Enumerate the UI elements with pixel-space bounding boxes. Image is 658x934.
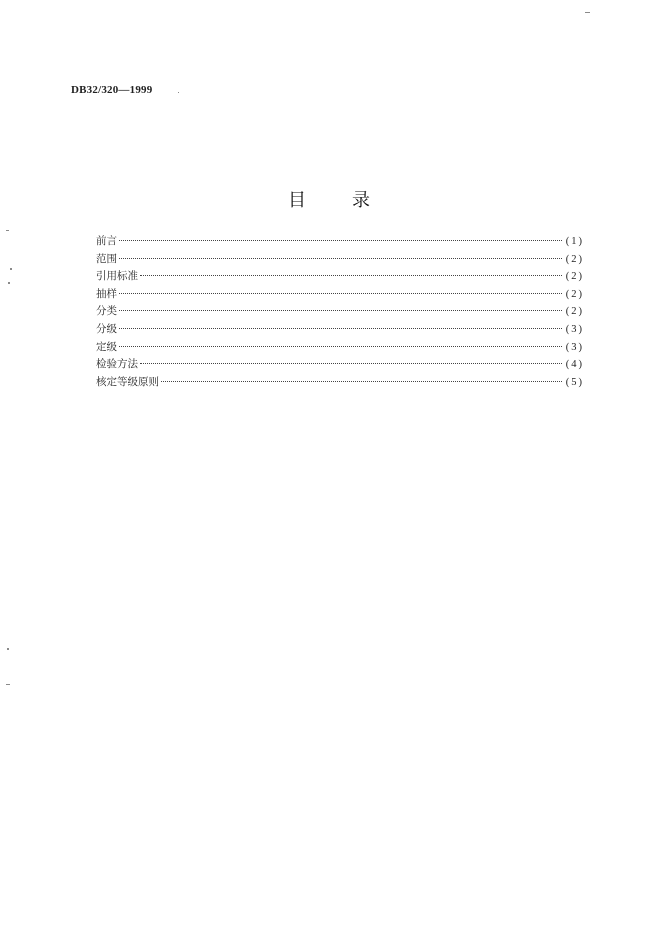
scan-speck bbox=[10, 268, 12, 270]
document-code: DB32/320—1999 bbox=[71, 84, 153, 96]
dot-leader bbox=[119, 258, 562, 259]
toc-entry bbox=[96, 286, 584, 304]
toc-entry-page: (2) bbox=[565, 271, 584, 283]
toc-entry-page: (3) bbox=[565, 323, 584, 335]
scan-speck bbox=[8, 282, 10, 284]
page-title: 目录 bbox=[288, 190, 416, 211]
toc-entry-label: 检验方法 bbox=[96, 358, 138, 371]
toc-entry-label: 分类 bbox=[96, 305, 117, 318]
table-of-contents bbox=[96, 233, 584, 391]
toc-entry-page: (5) bbox=[565, 376, 584, 388]
scan-speck bbox=[6, 684, 10, 685]
toc-entry bbox=[96, 321, 584, 339]
toc-entry-label: 范围 bbox=[96, 252, 117, 265]
toc-entry bbox=[96, 268, 584, 286]
scan-speck bbox=[178, 92, 179, 93]
dot-leader bbox=[161, 381, 562, 382]
toc-entry bbox=[96, 303, 584, 321]
scan-speck bbox=[7, 648, 9, 650]
toc-entry-page: (2) bbox=[565, 253, 584, 265]
toc-entry-page: (3) bbox=[565, 341, 584, 353]
toc-entry-label: 引用标准 bbox=[96, 270, 138, 283]
toc-entry bbox=[96, 251, 584, 269]
toc-entry-page: (4) bbox=[565, 359, 584, 371]
dot-leader bbox=[119, 328, 562, 329]
scan-speck bbox=[585, 12, 590, 13]
toc-entry-page: (2) bbox=[565, 288, 584, 300]
dot-leader bbox=[119, 240, 562, 241]
toc-entry-label: 核定等级原则 bbox=[96, 375, 159, 388]
toc-entry-page: (1) bbox=[565, 236, 584, 247]
dot-leader bbox=[119, 346, 562, 347]
toc-entry-label: 前言 bbox=[96, 235, 117, 247]
toc-entry bbox=[96, 339, 584, 357]
toc-entry-page: (2) bbox=[565, 306, 584, 318]
dot-leader bbox=[119, 310, 562, 311]
dot-leader bbox=[140, 363, 562, 364]
toc-entry bbox=[96, 233, 584, 251]
toc-entry-label: 定级 bbox=[96, 340, 117, 353]
dot-leader bbox=[119, 293, 562, 294]
toc-entry-label: 抽样 bbox=[96, 287, 117, 300]
dot-leader bbox=[140, 275, 562, 276]
scan-speck bbox=[6, 230, 9, 231]
toc-entry-label: 分级 bbox=[96, 322, 117, 335]
toc-entry bbox=[96, 356, 584, 374]
toc-entry bbox=[96, 374, 584, 392]
